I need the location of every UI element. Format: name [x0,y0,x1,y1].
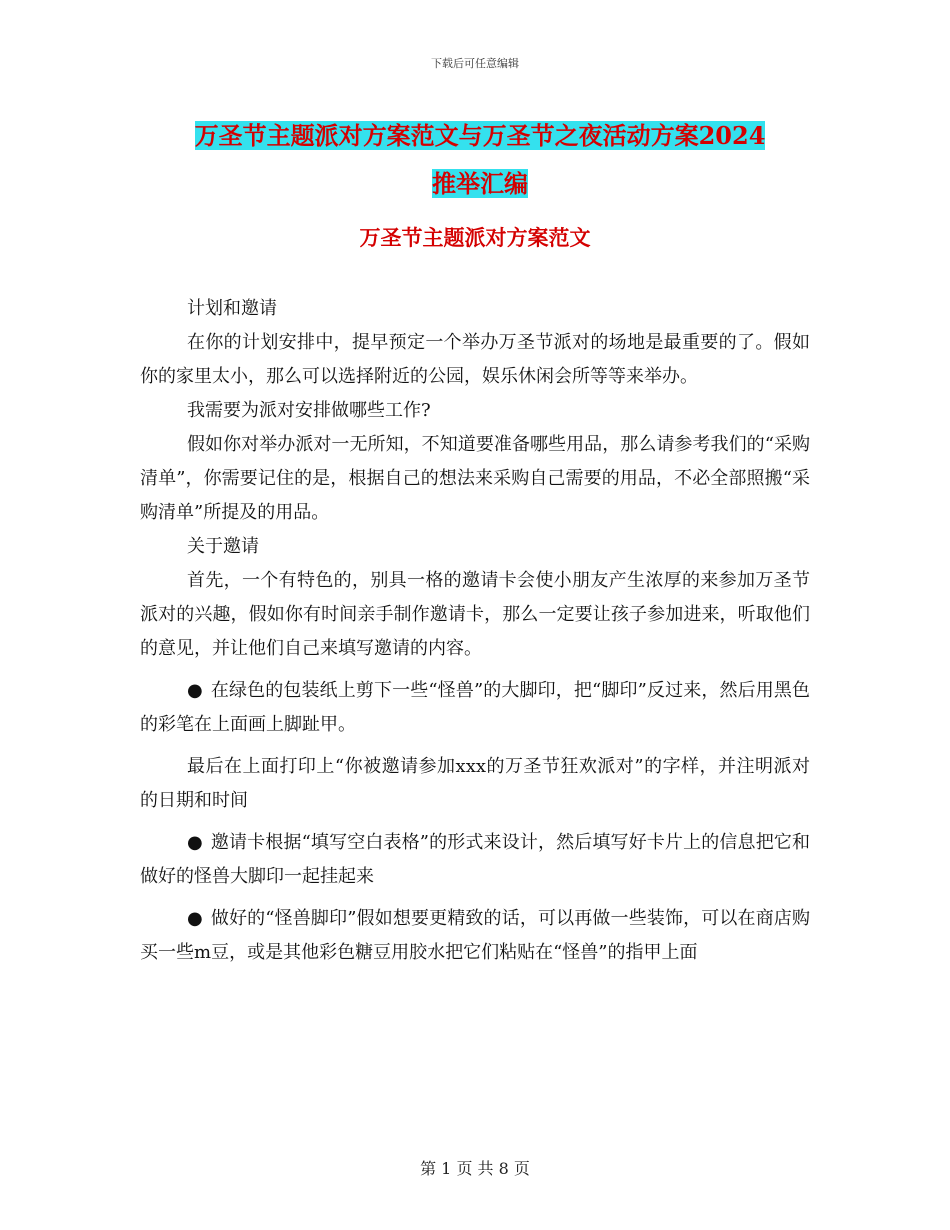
paragraph: 在你的计划安排中，提早预定一个举办万圣节派对的场地是最重要的了。假如你的家里太小，那么可以选择附近的公园，娱乐休闲会所等等来举办。 [140,332,810,387]
paragraph: 关于邀请 [187,536,259,557]
title-line-1: 万圣节主题派对方案范文与万圣节之夜活动方案2024 [194,121,766,150]
bullet-icon: ● [187,680,203,701]
bullet-item [140,902,810,970]
page-footer: 第 1 页 共 8 页 [420,1159,530,1178]
bullet-item [140,674,810,742]
bullet-icon: ● [187,832,203,853]
header-note: 下载后可任意编辑 [431,57,519,70]
title-line-2: 推举汇编 [432,169,528,198]
bullet-text: 邀请卡根据“填写空白表格”的形式来设计，然后填写好卡片上的信息把它和做好的怪兽大脚印一起挂起来 [140,832,810,887]
paragraph: 假如你对举办派对一无所知，不知道要准备哪些用品，那么请参考我们的“采购清单”，你需要记住的是，根据自己的想法来采购自己需要的用品，不必全部照搬“采购清单”所提及的用品。 [140,434,810,523]
document-body [140,292,810,973]
bullet-text: 在绿色的包装纸上剪下一些“怪兽”的大脚印，把“脚印”反过来，然后用黑色的彩笔在上面画上脚趾甲。 [140,680,810,735]
paragraph: 计划和邀请 [187,298,277,319]
section-title: 万圣节主题派对方案范文 [359,225,591,250]
paragraph: 首先，一个有特色的，别具一格的邀请卡会使小朋友产生浓厚的来参加万圣节派对的兴趣，假如你有时间亲手制作邀请卡，那么一定要让孩子参加进来，听取他们的意见，并让他们自己来填写邀请的内容。 [140,570,810,659]
bullet-text: 做好的“怪兽脚印”假如想要更精致的话，可以再做一些装饰，可以在商店购买一些m豆，或是其他彩色糖豆用胶水把它们粘贴在“怪兽”的指甲上面 [140,908,810,963]
document-title [140,112,820,208]
paragraph: 最后在上面打印上“你被邀请参加xxx的万圣节狂欢派对”的字样，并注明派对的日期和时间 [140,756,810,811]
paragraph: 我需要为派对安排做哪些工作? [187,400,431,421]
bullet-item [140,826,810,894]
bullet-icon: ● [187,908,203,929]
